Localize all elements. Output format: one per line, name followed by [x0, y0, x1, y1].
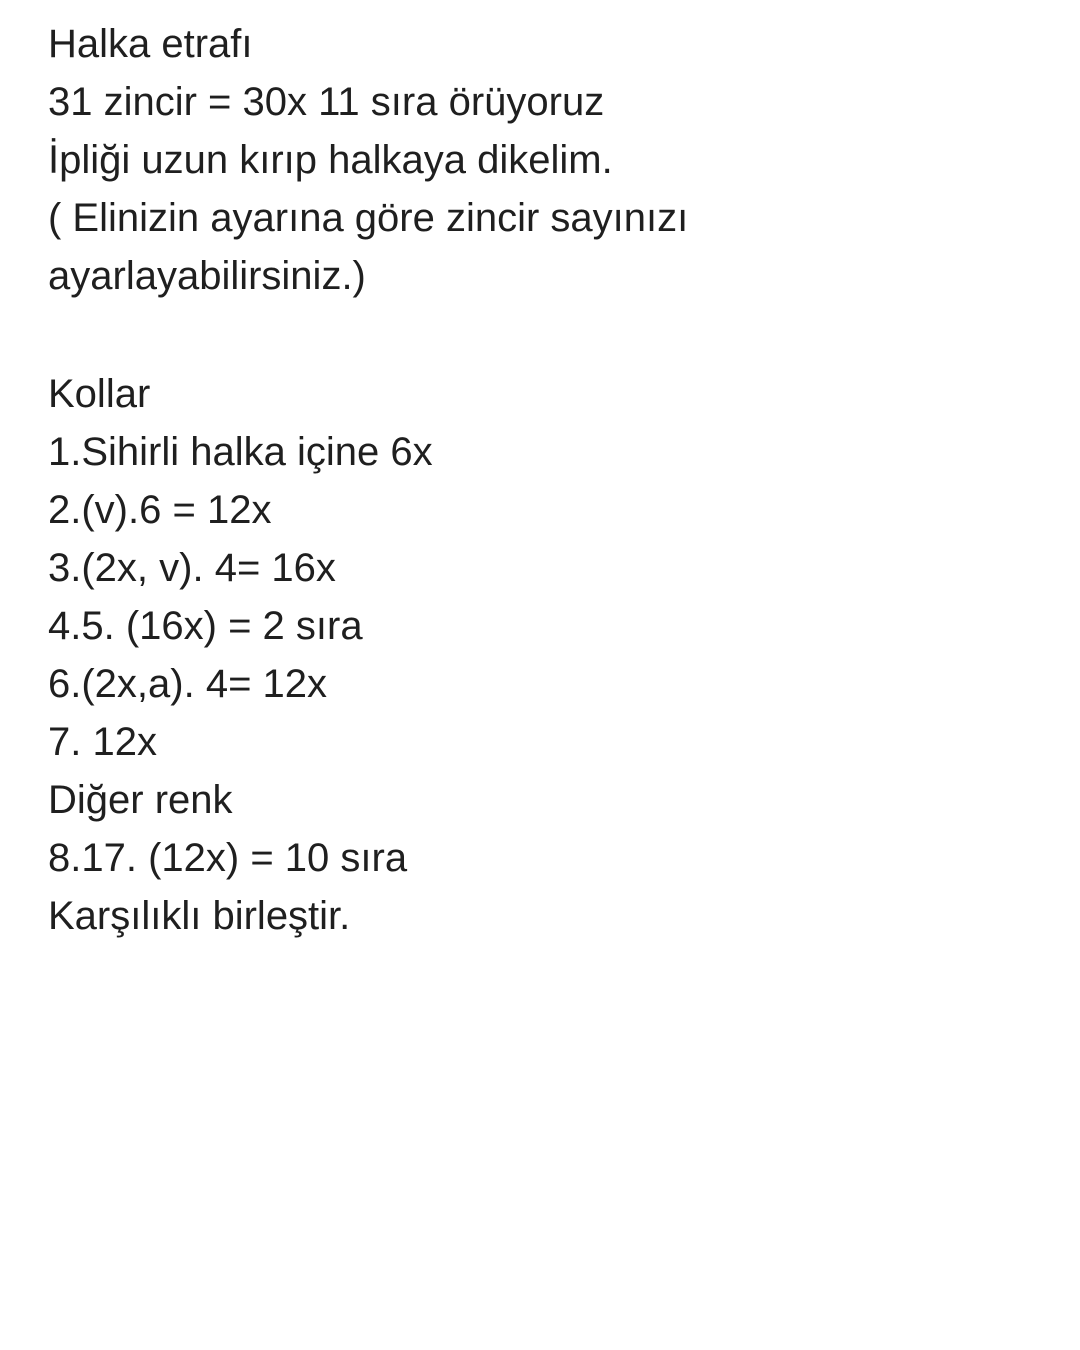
note-line: 6.(2x,a). 4= 12x	[48, 662, 328, 706]
note-line: Karşılıklı birleştir.	[48, 894, 351, 938]
note-line: 4.5. (16x) = 2 sıra	[48, 604, 363, 648]
note-line: ayarlayabilirsiniz.)	[48, 254, 366, 298]
note-line: İpliği uzun kırıp halkaya dikelim.	[48, 138, 613, 182]
note-line: Diğer renk	[48, 778, 233, 822]
note-line: 1.Sihirli halka içine 6x	[48, 430, 433, 474]
note-line: ( Elinizin ayarına göre zincir sayınızı	[48, 196, 689, 240]
note-line: 31 zincir = 30x 11 sıra örüyoruz	[48, 80, 605, 124]
note-line: Kollar	[48, 372, 151, 416]
note-line: Halka etrafı	[48, 22, 253, 66]
note-line: 2.(v).6 = 12x	[48, 488, 272, 532]
note-line: 8.17. (12x) = 10 sıra	[48, 836, 408, 880]
note-line: 3.(2x, v). 4= 16x	[48, 546, 336, 590]
note-line: 7. 12x	[48, 720, 157, 764]
